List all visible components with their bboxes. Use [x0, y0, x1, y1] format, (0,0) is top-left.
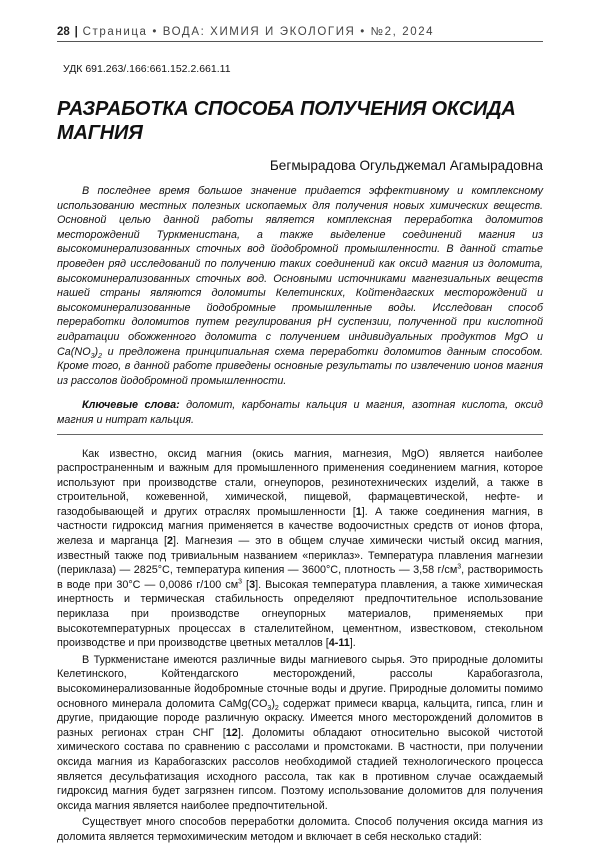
- superscript: 3: [238, 578, 243, 586]
- author-name: Бегмырадова Огульджемал Агамырадовна: [269, 158, 543, 173]
- body-text: содержат примеси кварца, кальцита, гипса, глин и другие, придающие породе различную окраску. Имеется много месторождений доломитов в разных регионах стран СНГ [: [57, 697, 544, 739]
- reference-number: 3: [249, 578, 256, 591]
- abstract-subscript: 3: [90, 352, 95, 360]
- body-text: ]. Высокая температура плавления, а также химическая инертность и термическая стабильность определяют предпочтительное использование периклаза при производстве огнеупорных материалов, применяемых при высокотемпературных процессах в сталелитейном, цементном, известковом, стекольном производстве и при производстве цветных металлов [: [57, 578, 543, 650]
- reference-number: 1: [355, 505, 362, 518]
- abstract-text: В последнее время большое значение придается эффективному и комплексному использованию местных полезных ископаемых для получения новых химических веществ. Основной целью данной работы является комплексная переработка доломитов месторождений Туркменистана, а также выделение соединений магния из высокоминерализованных сточных вод йодобромной промышленности. В данной статье проведен ряд исследований по получению таких соединений как оксид магния из доломита, высокоминерализованных сточных вод. Основными источниками магнезиальных веществ нашей страны являются доломиты Келетинских, Койтендагских месторождений и высокоминерализованные йодобромные промышленные воды. Исследован способ переработки доломитов путем регулирования pH суспензии, полученной при кислотной гидратации обожженного доломита с получением индивидуальных продуктов MgO и Ca(NO: [57, 185, 543, 358]
- reference-number: 2: [167, 535, 174, 548]
- body-text: ): [271, 697, 275, 710]
- subscript: 2: [274, 704, 279, 712]
- running-title: Страница • ВОДА: ХИМИЯ И ЭКОЛОГИЯ • №2, 2024: [82, 26, 435, 38]
- keywords-text: доломит, карбонаты кальция и магния, азотная кислота, оксид магния и нитрат кальция.: [57, 399, 543, 426]
- body-text: В Туркменистане имеются различные виды магниевого сырья. Это природные доломиты Келетинского, Койтендагского месторождений, рассолы Карабогазгола, высокоминерализованные йодобромные сточные воды и другие. Природные доломиты помимо основного минерала доломита CaMg(CO: [57, 653, 543, 710]
- journal-page: [57, 26, 543, 845]
- body-text: ]. А также соединения магния, в частности гидроксид магния применяется в качестве водоочистных средств от ионов фтора, железа и марганца [: [57, 505, 543, 548]
- body-text: ].: [349, 637, 356, 650]
- udc-code: УДК 691.263/.166:661.152.2.661.11: [63, 63, 231, 75]
- reference-number: 4-11: [328, 637, 350, 650]
- reference-number: 12: [225, 726, 238, 739]
- abstract-subscript: 2: [98, 352, 103, 360]
- abstract: [57, 184, 543, 388]
- body-paragraph: [57, 653, 543, 814]
- body-paragraph: [57, 447, 543, 651]
- body-text: Как известно, оксид магния (окись магния, магнезия, MgO) является наиболее распространенным и важным для промышленного применения соединением магния, которое используют при производстве стали, огнеупоров, резинотехнических изделий, а также в строительной, кожевенной, химической, пищевой, фармацевтической, нефте- и газодобывающей и других отраслях промышленности [: [57, 447, 543, 518]
- header-separator: |: [74, 26, 78, 38]
- body-text: ]. Магнезия — это в общем случае химически чистый оксид магния, известный также под тривиальным названием «периклаз». Температура плавления магнезии (периклаза) — 2825°C, температура кипения — 3600°C, плотность — 3,58 г/см: [57, 535, 543, 577]
- keywords-label: Ключевые слова:: [82, 399, 180, 412]
- body-paragraph: Существует много способов переработки доломита. Способ получения оксида магния из доломита является термохимическим методом и включает в себя несколько стадий:: [57, 816, 543, 843]
- article-title: РАЗРАБОТКА СПОСОБА ПОЛУЧЕНИЯ ОКСИДА МАГНИЯ: [57, 98, 516, 144]
- abstract-text: и предложена принципиальная схема переработки доломитов данным способом. Кроме того, в данной работе приведены основные результаты по извлечению ионов магния из рассолов йодобромной промышленности.: [57, 345, 543, 387]
- article-body: [57, 447, 543, 845]
- subscript: 3: [267, 704, 272, 712]
- body-text: [: [242, 578, 250, 591]
- running-header: [57, 26, 543, 42]
- keywords: [57, 398, 543, 434]
- body-text: , растворимость в воде при 30°C — 0,0086 г/100 см: [57, 564, 543, 591]
- abstract-text: ): [94, 345, 99, 358]
- page-number: 28: [57, 26, 70, 38]
- superscript: 3: [457, 563, 462, 571]
- body-text: ]. Доломиты обладают относительно высокой чистотой химического состава по сравнению с рассолами и промстоками. В частности, при получении оксида магния из Карабогазских рассолов необходимой стадией технологического процесса является десульфатизация исходного рассола, так как в противном случае осаждаемый гидроксид магния будет загрязнен гипсом. Поэтому использование доломитов для получения оксида магния является наиболее предпочтительной.: [57, 726, 543, 812]
